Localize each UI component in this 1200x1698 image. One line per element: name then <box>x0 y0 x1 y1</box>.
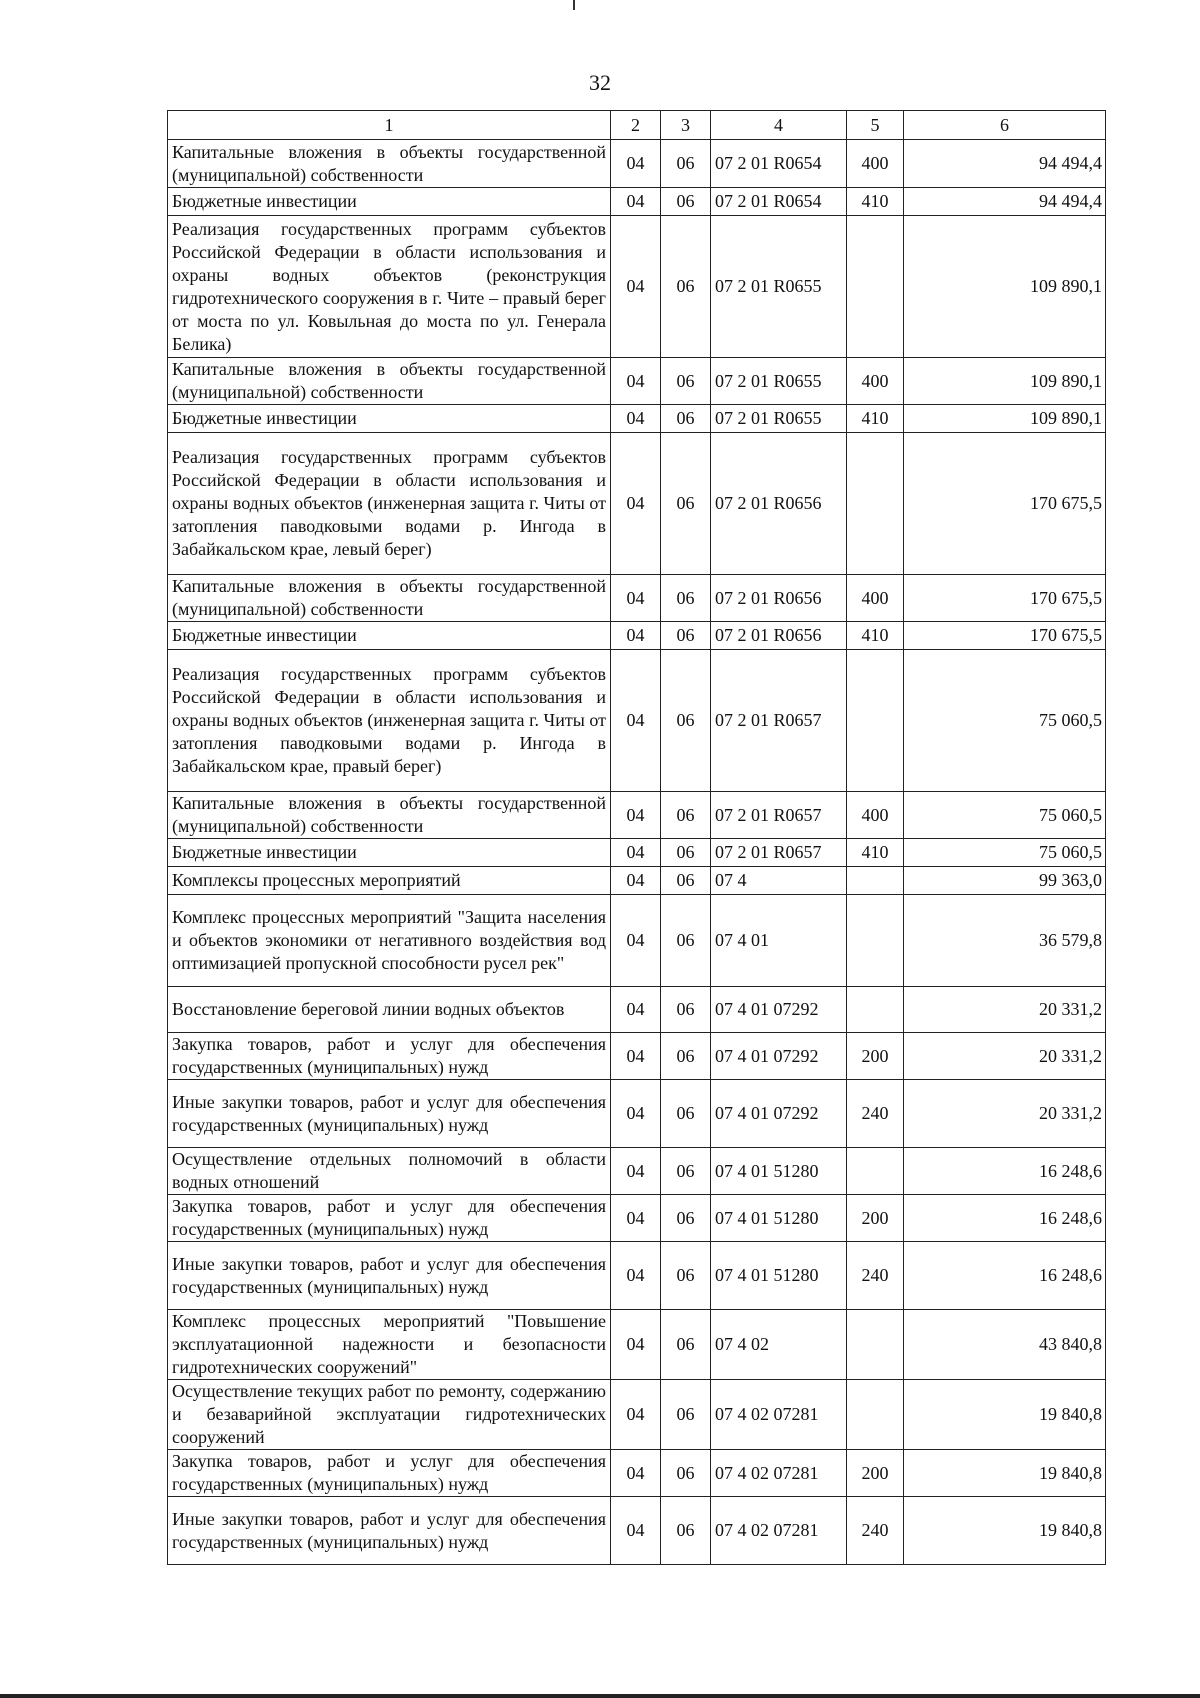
header-col-4: 4 <box>711 111 847 140</box>
cell-amount: 20 331,2 <box>904 1033 1106 1080</box>
cell-amount: 109 890,1 <box>904 216 1106 358</box>
cell-target-code: 07 4 01 <box>711 895 847 987</box>
cell-section: 04 <box>611 1195 661 1242</box>
cell-name: Осуществление отдельных полномочий в области водных отношений <box>168 1148 611 1195</box>
cell-subsection: 06 <box>661 1033 711 1080</box>
cell-section: 04 <box>611 1033 661 1080</box>
cell-section: 04 <box>611 895 661 987</box>
cell-name: Капитальные вложения в объекты государственной (муниципальной) собственности <box>168 140 611 188</box>
cell-subsection: 06 <box>661 1450 711 1497</box>
cell-name: Бюджетные инвестиции <box>168 188 611 216</box>
cell-section: 04 <box>611 987 661 1033</box>
cell-subsection: 06 <box>661 1148 711 1195</box>
cell-expense-type: 400 <box>847 792 904 839</box>
cell-section: 04 <box>611 867 661 895</box>
table-row <box>168 792 1106 839</box>
cell-name: Комплекс процессных мероприятий "Повышение эксплуатационной надежности и безопасности гидротехнических сооружений" <box>168 1310 611 1380</box>
cell-expense-type: 200 <box>847 1450 904 1497</box>
cell-target-code: 07 4 01 51280 <box>711 1148 847 1195</box>
cell-expense-type: 240 <box>847 1080 904 1148</box>
table-row <box>168 1380 1106 1450</box>
cell-target-code: 07 2 01 R0656 <box>711 575 847 622</box>
cell-amount: 170 675,5 <box>904 433 1106 575</box>
header-col-3: 3 <box>661 111 711 140</box>
cell-expense-type: 200 <box>847 1195 904 1242</box>
cell-target-code: 07 4 02 07281 <box>711 1450 847 1497</box>
cell-amount: 99 363,0 <box>904 867 1106 895</box>
table-row <box>168 839 1106 867</box>
cell-section: 04 <box>611 1450 661 1497</box>
cell-subsection: 06 <box>661 895 711 987</box>
table-row <box>168 188 1106 216</box>
cell-expense-type <box>847 433 904 575</box>
cell-subsection: 06 <box>661 405 711 433</box>
cell-target-code: 07 4 01 07292 <box>711 1033 847 1080</box>
cell-amount: 109 890,1 <box>904 358 1106 405</box>
cell-name: Иные закупки товаров, работ и услуг для обеспечения государственных (муниципальных) нужд <box>168 1497 611 1565</box>
cell-expense-type: 410 <box>847 839 904 867</box>
cell-amount: 75 060,5 <box>904 650 1106 792</box>
page-bottom-border <box>0 1694 1200 1698</box>
cell-name: Иные закупки товаров, работ и услуг для обеспечения государственных (муниципальных) нужд <box>168 1080 611 1148</box>
cell-expense-type <box>847 1148 904 1195</box>
table-row <box>168 1310 1106 1380</box>
cell-section: 04 <box>611 1148 661 1195</box>
table-row <box>168 216 1106 358</box>
table-row <box>168 622 1106 650</box>
cell-section: 04 <box>611 1497 661 1565</box>
table-row <box>168 1148 1106 1195</box>
cell-target-code: 07 2 01 R0656 <box>711 622 847 650</box>
cell-amount: 19 840,8 <box>904 1497 1106 1565</box>
cell-expense-type <box>847 1380 904 1450</box>
cell-section: 04 <box>611 622 661 650</box>
table-row <box>168 650 1106 792</box>
cell-expense-type: 410 <box>847 188 904 216</box>
cell-subsection: 06 <box>661 987 711 1033</box>
cell-name: Закупка товаров, работ и услуг для обеспечения государственных (муниципальных) нужд <box>168 1033 611 1080</box>
cell-subsection: 06 <box>661 622 711 650</box>
header-col-2: 2 <box>611 111 661 140</box>
cell-subsection: 06 <box>661 1497 711 1565</box>
table-row <box>168 1242 1106 1310</box>
cell-target-code: 07 2 01 R0657 <box>711 839 847 867</box>
cell-target-code: 07 4 01 51280 <box>711 1195 847 1242</box>
cell-section: 04 <box>611 216 661 358</box>
table-row <box>168 1497 1106 1565</box>
cell-expense-type: 410 <box>847 622 904 650</box>
cell-amount: 16 248,6 <box>904 1148 1106 1195</box>
cell-target-code: 07 2 01 R0655 <box>711 405 847 433</box>
cell-target-code: 07 2 01 R0656 <box>711 433 847 575</box>
cell-name: Закупка товаров, работ и услуг для обеспечения государственных (муниципальных) нужд <box>168 1195 611 1242</box>
cell-amount: 19 840,8 <box>904 1450 1106 1497</box>
cell-name: Капитальные вложения в объекты государственной (муниципальной) собственности <box>168 358 611 405</box>
cell-section: 04 <box>611 188 661 216</box>
cell-amount: 43 840,8 <box>904 1310 1106 1380</box>
table-row <box>168 140 1106 188</box>
cell-amount: 20 331,2 <box>904 1080 1106 1148</box>
table-body <box>168 140 1106 1565</box>
table-row <box>168 1033 1106 1080</box>
cell-section: 04 <box>611 1310 661 1380</box>
cell-subsection: 06 <box>661 433 711 575</box>
cell-expense-type <box>847 867 904 895</box>
cell-section: 04 <box>611 1080 661 1148</box>
table-row <box>168 405 1106 433</box>
cell-subsection: 06 <box>661 140 711 188</box>
cell-name: Реализация государственных программ субъектов Российской Федерации в области использования и охраны водных объектов (реконструкция гидротехнического сооружения в г. Чите – правый берег от моста по ул. Ковыльная до моста по ул. Генерала Белика) <box>168 216 611 358</box>
cell-name: Бюджетные инвестиции <box>168 405 611 433</box>
cell-name: Осуществление текущих работ по ремонту, содержанию и безаварийной эксплуатации гидротехнических сооружений <box>168 1380 611 1450</box>
cell-expense-type: 400 <box>847 140 904 188</box>
cell-target-code: 07 2 01 R0655 <box>711 358 847 405</box>
header-col-6: 6 <box>904 111 1106 140</box>
cell-name: Иные закупки товаров, работ и услуг для обеспечения государственных (муниципальных) нужд <box>168 1242 611 1310</box>
cell-target-code: 07 2 01 R0657 <box>711 792 847 839</box>
cell-section: 04 <box>611 839 661 867</box>
cell-expense-type: 410 <box>847 405 904 433</box>
cell-target-code: 07 4 02 <box>711 1310 847 1380</box>
cell-amount: 170 675,5 <box>904 575 1106 622</box>
cell-amount: 75 060,5 <box>904 792 1106 839</box>
cell-expense-type: 200 <box>847 1033 904 1080</box>
header-col-5: 5 <box>847 111 904 140</box>
table-row <box>168 867 1106 895</box>
cell-subsection: 06 <box>661 216 711 358</box>
cell-name: Капитальные вложения в объекты государственной (муниципальной) собственности <box>168 575 611 622</box>
cell-target-code: 07 4 01 51280 <box>711 1242 847 1310</box>
cell-subsection: 06 <box>661 650 711 792</box>
table-row <box>168 1080 1106 1148</box>
cell-section: 04 <box>611 650 661 792</box>
cell-name: Капитальные вложения в объекты государственной (муниципальной) собственности <box>168 792 611 839</box>
cell-section: 04 <box>611 792 661 839</box>
cell-target-code: 07 4 <box>711 867 847 895</box>
table-row <box>168 987 1106 1033</box>
table-row <box>168 433 1106 575</box>
cell-expense-type <box>847 650 904 792</box>
cell-name: Закупка товаров, работ и услуг для обеспечения государственных (муниципальных) нужд <box>168 1450 611 1497</box>
cell-subsection: 06 <box>661 867 711 895</box>
cell-amount: 16 248,6 <box>904 1242 1106 1310</box>
cell-expense-type: 240 <box>847 1497 904 1565</box>
cell-section: 04 <box>611 1380 661 1450</box>
cell-section: 04 <box>611 358 661 405</box>
cell-name: Реализация государственных программ субъектов Российской Федерации в области использования и охраны водных объектов (инженерная защита г. Читы от затопления паводковыми водами р. Ингода в Забайкальском крае, правый берег) <box>168 650 611 792</box>
cell-amount: 16 248,6 <box>904 1195 1106 1242</box>
cell-target-code: 07 2 01 R0655 <box>711 216 847 358</box>
cell-section: 04 <box>611 405 661 433</box>
cell-amount: 94 494,4 <box>904 188 1106 216</box>
cell-expense-type: 400 <box>847 575 904 622</box>
cell-amount: 94 494,4 <box>904 140 1106 188</box>
table-row <box>168 895 1106 987</box>
table-row <box>168 575 1106 622</box>
cell-expense-type <box>847 216 904 358</box>
cell-expense-type: 240 <box>847 1242 904 1310</box>
table-header-row <box>168 111 1106 140</box>
table-row <box>168 1195 1106 1242</box>
cell-expense-type <box>847 895 904 987</box>
cell-subsection: 06 <box>661 1080 711 1148</box>
cell-subsection: 06 <box>661 839 711 867</box>
cell-section: 04 <box>611 140 661 188</box>
cell-target-code: 07 4 01 07292 <box>711 987 847 1033</box>
cell-name: Бюджетные инвестиции <box>168 839 611 867</box>
cell-subsection: 06 <box>661 358 711 405</box>
table-row <box>168 358 1106 405</box>
cell-expense-type: 400 <box>847 358 904 405</box>
cell-name: Комплекс процессных мероприятий "Защита населения и объектов экономики от негативного воздействия вод оптимизацией пропускной способности русел рек" <box>168 895 611 987</box>
cell-subsection: 06 <box>661 1380 711 1450</box>
cell-amount: 75 060,5 <box>904 839 1106 867</box>
cell-target-code: 07 4 01 07292 <box>711 1080 847 1148</box>
cell-name: Реализация государственных программ субъектов Российской Федерации в области использования и охраны водных объектов (инженерная защита г. Читы от затопления паводковыми водами р. Ингода в Забайкальском крае, левый берег) <box>168 433 611 575</box>
cell-section: 04 <box>611 433 661 575</box>
cell-expense-type <box>847 1310 904 1380</box>
cell-subsection: 06 <box>661 188 711 216</box>
cell-subsection: 06 <box>661 575 711 622</box>
budget-table <box>167 110 1106 1565</box>
page-number: 32 <box>589 70 611 95</box>
cell-name: Бюджетные инвестиции <box>168 622 611 650</box>
cell-section: 04 <box>611 575 661 622</box>
cell-subsection: 06 <box>661 1195 711 1242</box>
cell-target-code: 07 2 01 R0657 <box>711 650 847 792</box>
header-col-1: 1 <box>168 111 611 140</box>
cell-name: Комплексы процессных мероприятий <box>168 867 611 895</box>
cell-subsection: 06 <box>661 1310 711 1380</box>
cell-subsection: 06 <box>661 792 711 839</box>
cell-target-code: 07 2 01 R0654 <box>711 188 847 216</box>
cell-amount: 36 579,8 <box>904 895 1106 987</box>
cell-target-code: 07 4 02 07281 <box>711 1380 847 1450</box>
cell-amount: 19 840,8 <box>904 1380 1106 1450</box>
cell-amount: 20 331,2 <box>904 987 1106 1033</box>
top-scan-mark <box>573 0 575 10</box>
cell-name: Восстановление береговой линии водных объектов <box>168 987 611 1033</box>
cell-amount: 170 675,5 <box>904 622 1106 650</box>
cell-section: 04 <box>611 1242 661 1310</box>
table-row <box>168 1450 1106 1497</box>
cell-target-code: 07 2 01 R0654 <box>711 140 847 188</box>
cell-subsection: 06 <box>661 1242 711 1310</box>
cell-amount: 109 890,1 <box>904 405 1106 433</box>
cell-expense-type <box>847 987 904 1033</box>
cell-target-code: 07 4 02 07281 <box>711 1497 847 1565</box>
